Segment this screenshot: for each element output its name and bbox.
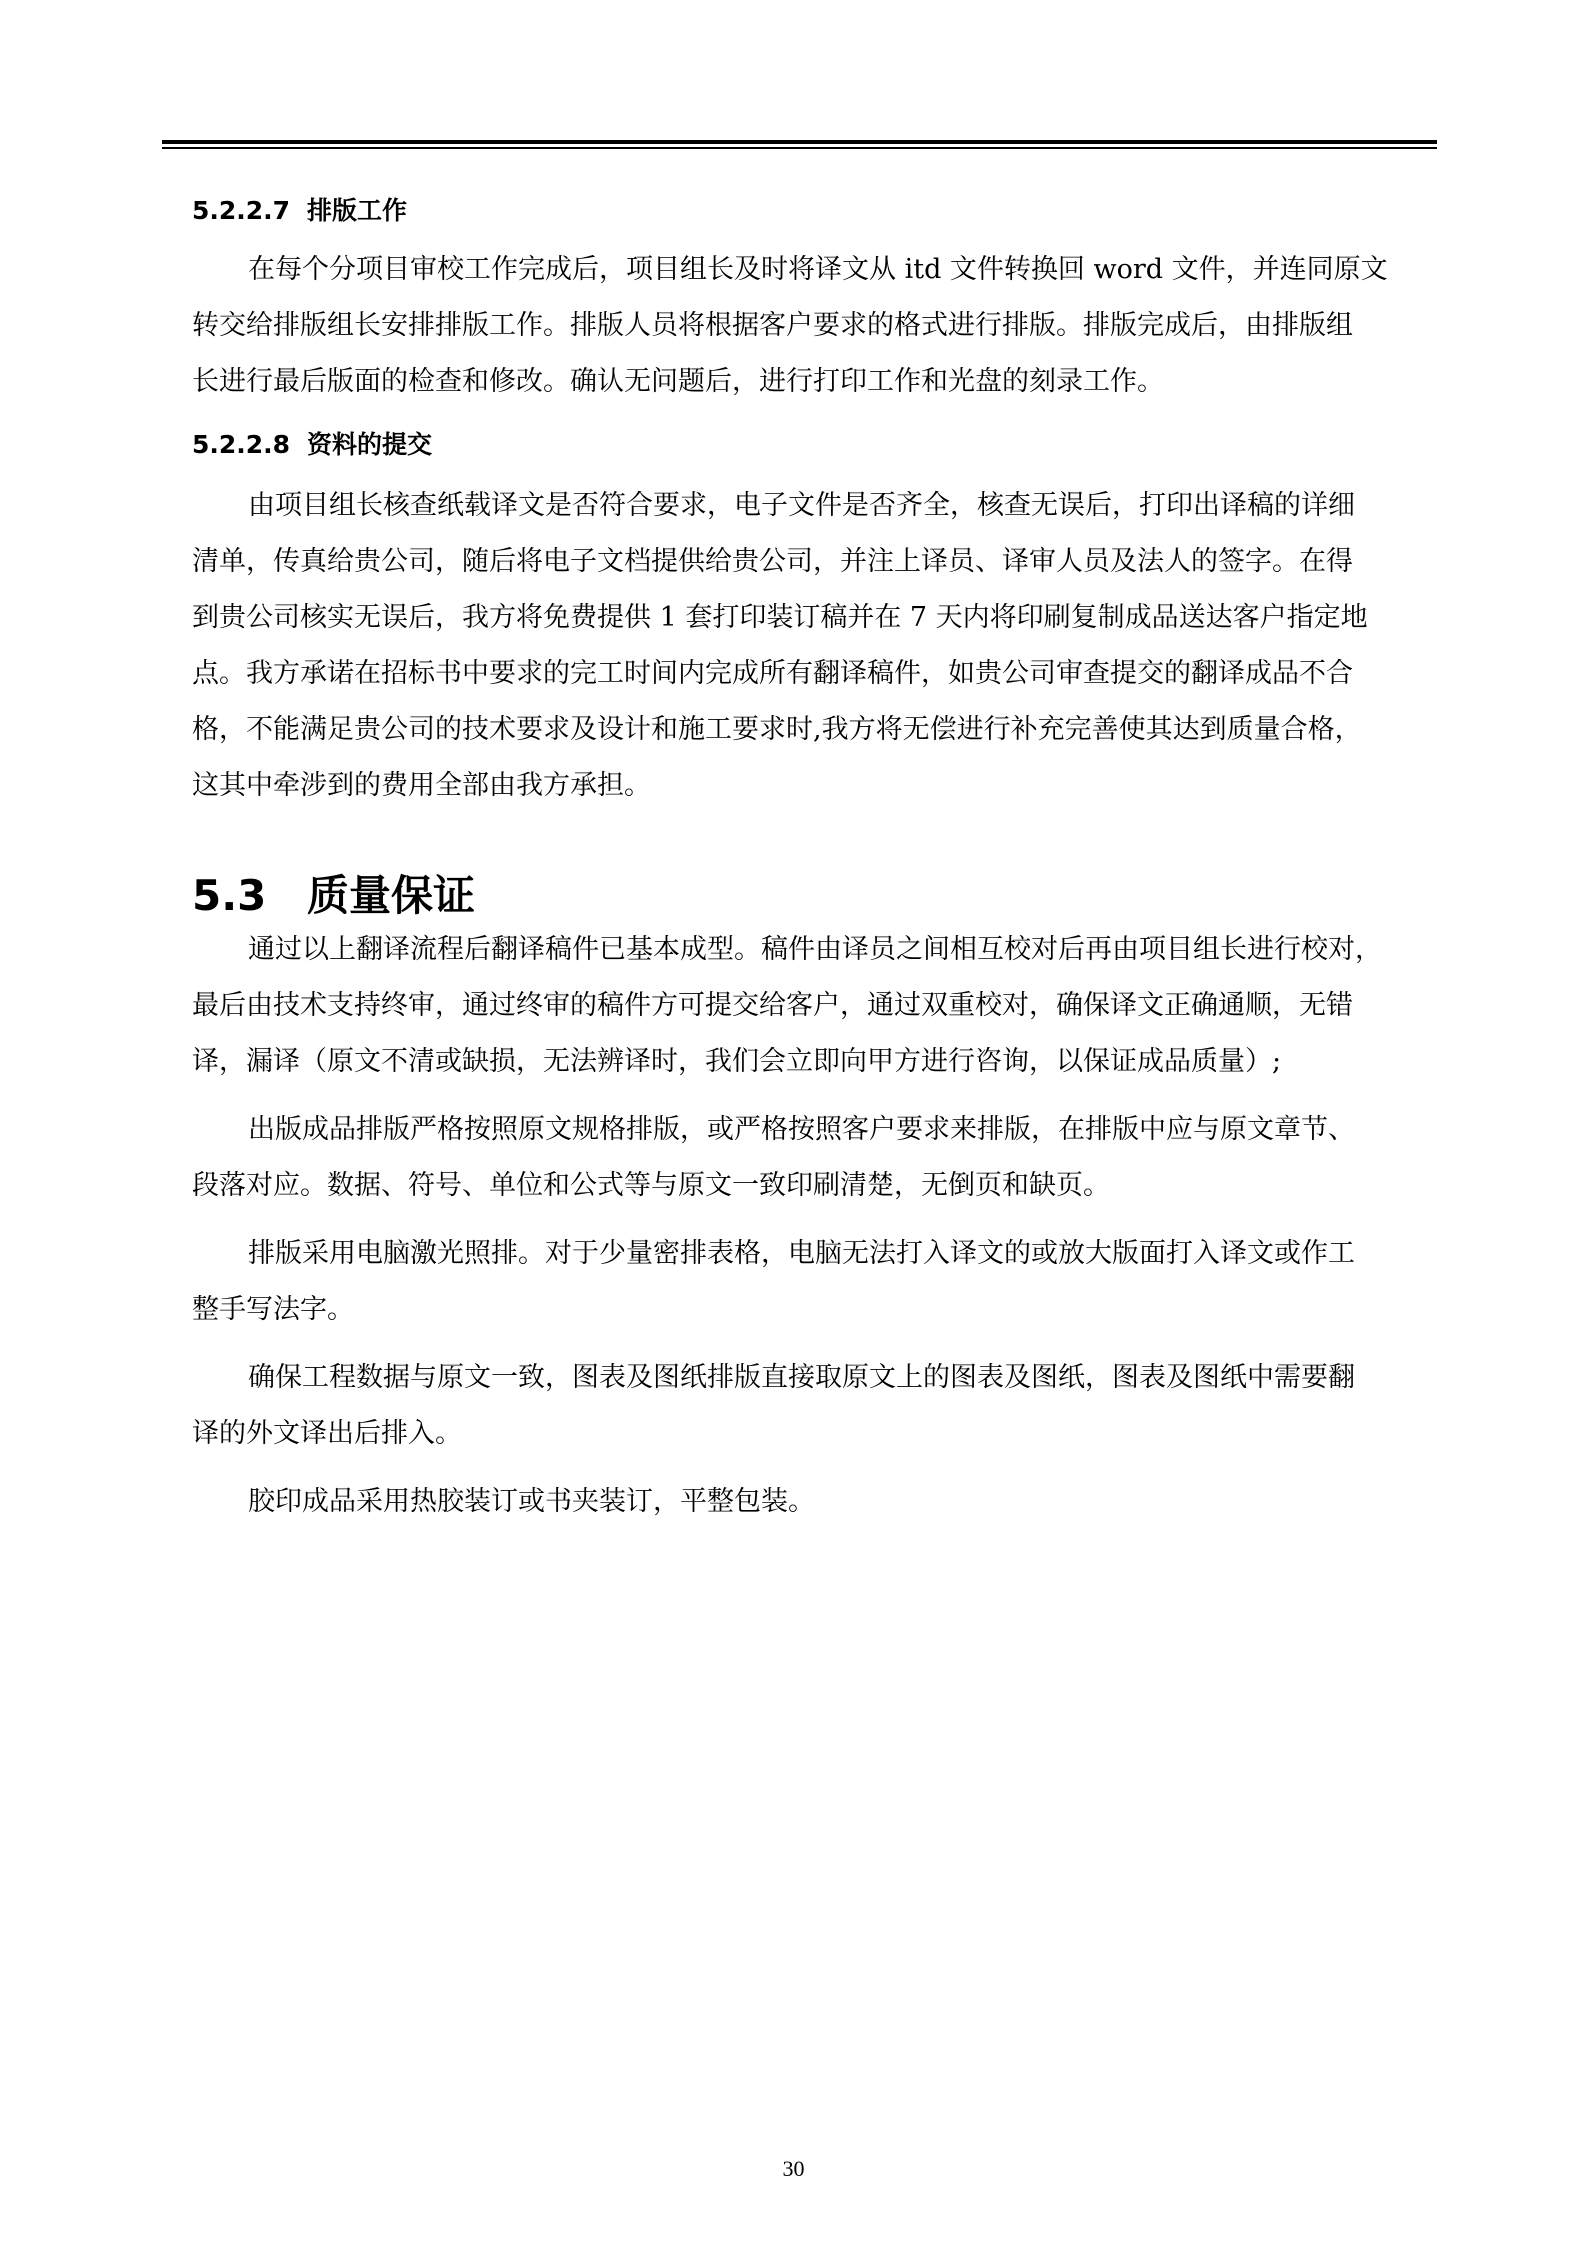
section-heading-53	[192, 866, 1410, 926]
paragraph-line: 胶印成品采用热胶装订或书夹装订，平整包装。	[248, 1486, 815, 1517]
paragraph-line: 转交给排版组长安排排版工作。排版人员将根据客户要求的格式进行排版。排版完成后，由排版组	[192, 310, 1353, 341]
paragraph-line: 这其中牵涉到的费用全部由我方承担。	[192, 770, 651, 801]
paragraph-53-3	[192, 1226, 1410, 1338]
paragraph-line: 通过以上翻译流程后翻译稿件已基本成型。稿件由译员之间相互校对后再由项目组长进行校对，	[248, 934, 1382, 965]
page-number: 30	[782, 2156, 805, 2181]
section-number: 5.3	[192, 871, 267, 920]
paragraph-line: 由项目组长核查纸载译文是否符合要求，电子文件是否齐全，核查无误后，打印出译稿的详细	[248, 490, 1355, 521]
paragraph-line: 译的外文译出后排入。	[192, 1418, 462, 1449]
paragraph-53-1	[192, 922, 1410, 1090]
page-content	[192, 186, 1410, 1530]
paragraph-line: 译，漏译（原文不清或缺损，无法辨译时，我们会立即向甲方进行咨询，以保证成品质量）;	[192, 1046, 1282, 1077]
paragraph-53-2	[192, 1102, 1410, 1214]
header-rule-thick	[162, 140, 1437, 144]
paragraph-line: 确保工程数据与原文一致，图表及图纸排版直接取原文上的图表及图纸，图表及图纸中需要翻	[248, 1362, 1355, 1393]
section-heading-5227	[192, 186, 1410, 236]
paragraph-line: 整手写法字。	[192, 1294, 354, 1325]
paragraph-line: 在每个分项目审校工作完成后，项目组长及时将译文从 itd 文件转换回 word 文件，并连同原文	[248, 254, 1388, 285]
paragraph-line: 排版采用电脑激光照排。对于少量密排表格，电脑无法打入译文的或放大版面打入译文或作工	[248, 1238, 1355, 1269]
section-number: 5.2.2.7	[192, 196, 291, 225]
paragraph-53-4	[192, 1350, 1410, 1462]
header-rule-thin	[162, 147, 1437, 149]
paragraph-line: 点。我方承诺在招标书中要求的完工时间内完成所有翻译稿件，如贵公司审查提交的翻译成品不合	[192, 658, 1353, 689]
paragraph-5227-1	[192, 242, 1410, 410]
paragraph-line: 格，不能满足贵公司的技术要求及设计和施工要求时,我方将无偿进行补充完善使其达到质量合格，	[192, 714, 1362, 745]
paragraph-line: 清单，传真给贵公司，随后将电子文档提供给贵公司，并注上译员、译审人员及法人的签字。在得	[192, 546, 1353, 577]
section-title: 质量保证	[307, 871, 476, 920]
section-heading-5228	[192, 420, 1410, 470]
paragraph-line: 段落对应。数据、符号、单位和公式等与原文一致印刷清楚，无倒页和缺页。	[192, 1170, 1110, 1201]
paragraph-line: 长进行最后版面的检查和修改。确认无问题后，进行打印工作和光盘的刻录工作。	[192, 366, 1164, 397]
paragraph-line: 最后由技术支持终审，通过终审的稿件方可提交给客户，通过双重校对，确保译文正确通顺，无错	[192, 990, 1353, 1021]
paragraph-line: 到贵公司核实无误后，我方将免费提供 1 套打印装订稿并在 7 天内将印刷复制成品送达客户指定地	[192, 602, 1368, 633]
section-title: 排版工作	[307, 196, 408, 225]
section-number: 5.2.2.8	[192, 430, 291, 459]
paragraph-53-5	[192, 1474, 1410, 1530]
section-title: 资料的提交	[307, 430, 433, 459]
paragraph-line: 出版成品排版严格按照原文规格排版，或严格按照客户要求来排版，在排版中应与原文章节、	[248, 1114, 1355, 1145]
paragraph-5228-1	[192, 478, 1410, 814]
